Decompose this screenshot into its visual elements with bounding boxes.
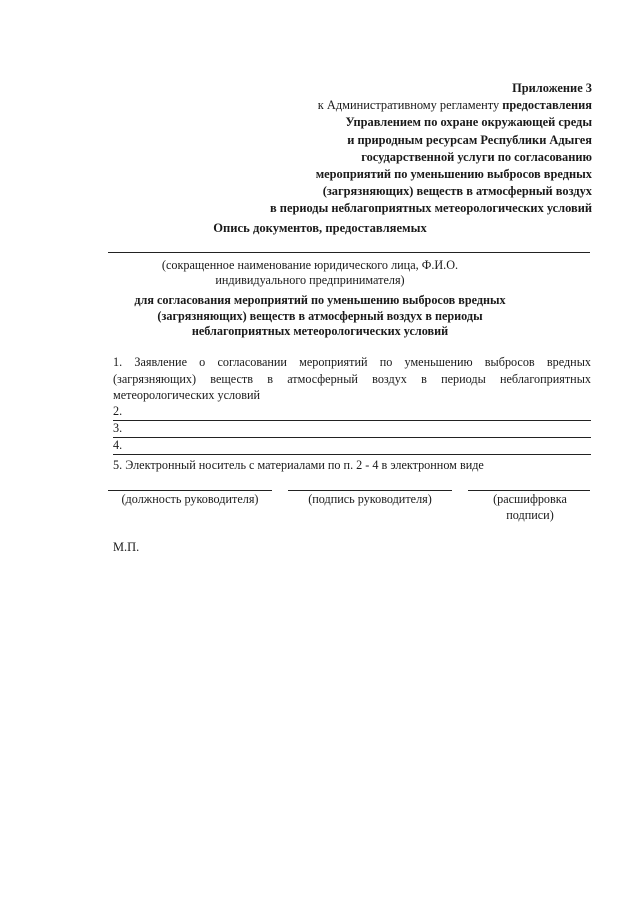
signature-caption: (подпись руководителя) [308,492,432,506]
regulation-reference-text: к Административному регламенту [317,98,503,113]
purpose-text: для согласования мероприятий по уменьшению выбросов вредных (загрязняющих) веществ в атмосферный воздух в периоды неблагоприятных метеорологических условий [134,293,506,338]
applicant-name-caption: (сокращенное наименование юридического лица, Ф.И.О. индивидуального предпринимателя) [161,258,459,287]
applicant-name-line [108,252,590,253]
header-line: в периоды неблагоприятных метеорологических условий [270,201,592,216]
list-item [113,421,591,438]
signature-line [288,490,452,491]
regulation-reference [192,97,592,114]
header-line: Управлением по охране окружающей среды [345,115,592,130]
header-line: государственной услуги по согласованию [361,149,592,164]
header-line: и природным ресурсам Республики Адыгея [347,132,592,147]
appendix-number: Приложение 3 [512,81,592,95]
decryption-line [468,490,590,491]
list-item: 5. Электронный носитель с материалами по п. 2 - 4 в электронном виде [113,457,484,472]
appendix-header [192,80,592,218]
header-line: мероприятий по уменьшению выбросов вредных [315,167,592,182]
list-item-number: 2. [113,403,123,418]
position-caption: (должность руководителя) [121,492,259,506]
stamp-placeholder: М.П. [113,540,140,554]
header-line: (загрязняющих) веществ в атмосферный воздух [322,184,592,199]
document-list [113,354,591,473]
document-title: Опись документов, предоставляемых [213,221,427,235]
list-item-number: 3. [113,420,123,435]
regulation-reference-bold: предоставления [502,98,592,113]
position-line [108,490,272,491]
decryption-caption: (расшифровка подписи) [493,492,567,522]
list-item [113,404,591,421]
list-item [113,438,591,455]
list-item-number: 4. [113,437,123,452]
list-item: 1. Заявление о согласовании мероприятий по уменьшению выбросов вредных (загрязняющих) веществ в атмосферный воздух в периоды неблагоприятных метеорологических условий [113,355,591,402]
